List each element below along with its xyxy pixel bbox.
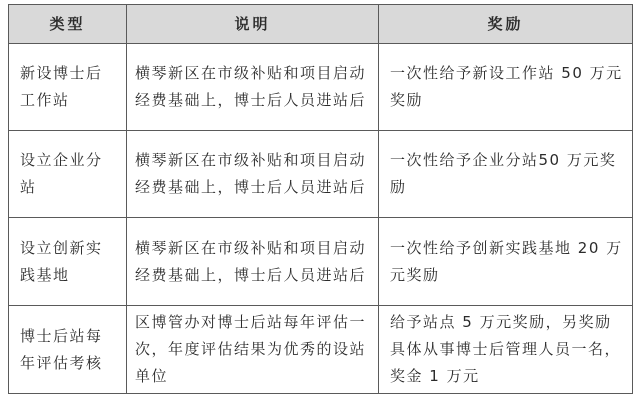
reward-text: 一次性给予创新实践基地 20 万元奖励 — [390, 238, 623, 284]
table-header-row — [9, 5, 633, 44]
type-text: 设立创新实践基地 — [20, 238, 103, 284]
type-cell — [9, 218, 127, 306]
reward-cell — [379, 218, 633, 306]
description-cell — [127, 306, 379, 394]
table-row — [9, 218, 633, 306]
table-row — [9, 44, 633, 131]
header-reward: 奖励 — [379, 5, 633, 44]
reward-cell — [379, 44, 633, 131]
description-cell — [127, 44, 379, 131]
type-text: 博士后站每年评估考核 — [20, 326, 103, 372]
header-type: 类型 — [9, 5, 127, 44]
description-text: 区博管办对博士后站每年评估一次，年度评估结果为优秀的设站单位 — [135, 313, 367, 385]
header-description: 说明 — [127, 5, 379, 44]
description-text: 横琴新区在市级补贴和项目启动经费基础上，博士后人员进站后 — [135, 151, 367, 196]
type-text: 设立企业分站 — [20, 151, 103, 196]
type-text: 新设博士后工作站 — [20, 64, 103, 109]
table-row — [9, 131, 633, 218]
description-text: 横琴新区在市级补贴和项目启动经费基础上，博士后人员进站后 — [135, 64, 367, 109]
reward-table — [8, 4, 633, 394]
reward-text: 一次性给予企业分站50 万元奖励 — [390, 151, 617, 196]
reward-text: 一次性给予新设工作站 50 万元奖励 — [390, 64, 623, 109]
reward-cell — [379, 306, 633, 394]
description-text: 横琴新区在市级补贴和项目启动经费基础上，博士后人员进站后 — [135, 238, 367, 284]
reward-text: 给予站点 5 万元奖励，另奖励具体从事博士后管理人员一名，奖金 1 万元 — [390, 313, 622, 385]
type-cell — [9, 306, 127, 394]
description-cell — [127, 218, 379, 306]
table-row — [9, 306, 633, 394]
reward-cell — [379, 131, 633, 218]
type-cell — [9, 131, 127, 218]
description-cell — [127, 131, 379, 218]
type-cell — [9, 44, 127, 131]
